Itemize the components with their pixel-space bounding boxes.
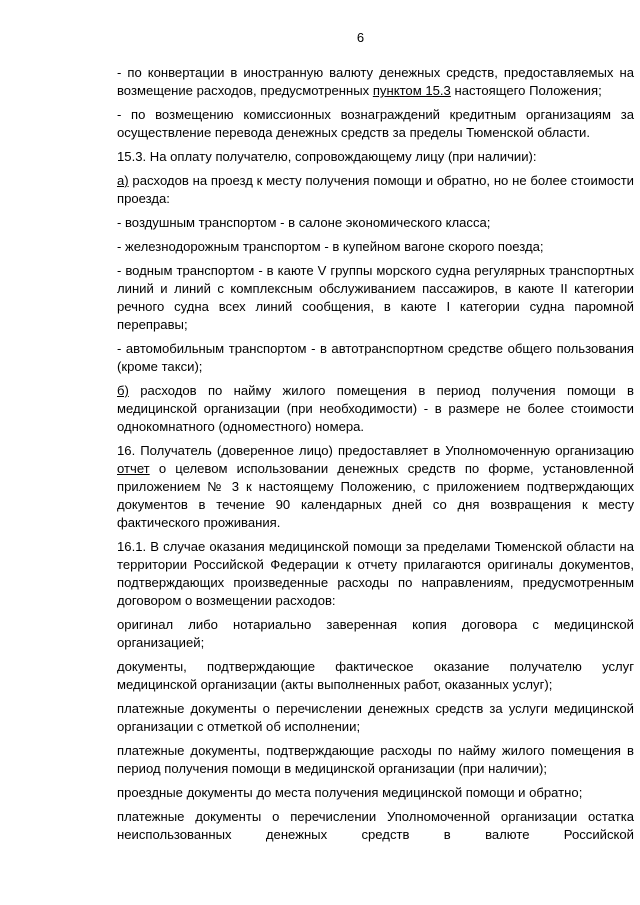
paragraph-refund-payment: платежные документы о перечислении Уполномоченной организации остатка неиспользованных денежных средств в валюте Российской xyxy=(117,809,634,842)
paragraph-payment-services: платежные документы о перечислении денежных средств за услуги медицинской организации с отметкой об исполнении; xyxy=(117,701,634,734)
paragraph-conversion xyxy=(87,64,634,100)
paragraph-air: - воздушным транспортом - в салоне экономического класса; xyxy=(117,215,491,230)
paragraph-contract-original: оригинал либо нотариально заверенная копия договора с медицинской организацией; xyxy=(117,617,634,650)
paragraph-text: 16. Получатель (доверенное лицо) предоставляет в Уполномоченную организацию xyxy=(117,443,634,458)
paragraph-payment-housing: платежные документы, подтверждающие расходы по найму жилого помещения в период получения помощи в медицинской организации (при наличии); xyxy=(117,743,634,776)
paragraph-text: расходов по найму жилого помещения в период получения помощи в медицинской организации (при необходимости) - в размере не более стоимости однокомнатного (одноместного) номера. xyxy=(117,383,634,434)
paragraph-travel-documents: проездные документы до места получения медицинской помощи и обратно; xyxy=(117,785,583,800)
paragraph-text: - по конвертации в иностранную валюту денежных средств, предоставляемых на возмещение расходов, предусмотренных xyxy=(117,65,634,98)
paragraph-housing xyxy=(87,382,634,436)
paragraph-service-documents: документы, подтверждающие фактическое оказание получателю услуг медицинской организации (акты выполненных работ, оказанных услуг); xyxy=(117,659,634,692)
paragraph-road: - автомобильным транспортом - в автотранспортном средстве общего пользования (кроме такси); xyxy=(117,341,634,374)
subclause-link-b[interactable]: б) xyxy=(117,383,129,398)
paragraph-16 xyxy=(87,442,634,532)
page-number: 6 xyxy=(356,30,365,45)
report-link[interactable]: отчет xyxy=(117,461,150,476)
paragraph-commission: - по возмещению комиссионных вознаграждений кредитным организациям за осуществление перевода денежных средств за пределы Тюменской области. xyxy=(117,107,634,140)
subclause-link-a[interactable]: а) xyxy=(117,173,129,188)
paragraph-15-3: 15.3. На оплату получателю, сопровождающему лицу (при наличии): xyxy=(117,149,537,164)
clause-link-15-3[interactable]: пунктом 15.3 xyxy=(372,83,451,98)
paragraph-16-1: 16.1. В случае оказания медицинской помощи за пределами Тюменской области на территории Российской Федерации к отчету прилагаются оригиналы документов, подтверждающих произведенные расходы по направлениям, предусмотренным договором о возмещении расходов: xyxy=(117,539,634,608)
paragraph-water: - водным транспортом - в каюте V группы морского судна регулярных транспортных линий и линий с комплексным обслуживанием пассажиров, в каюте II категории речного судна всех линий сообщения, в каюте I категории судна паромной переправы; xyxy=(117,263,634,332)
paragraph-text: о целевом использовании денежных средств по форме, установленной приложением № 3 к настоящему Положению, с приложением подтверждающих документов в течение 90 календарных дней со дня возвращения к месту фактического проживания. xyxy=(117,461,634,530)
paragraph-text: настоящего Положения; xyxy=(450,83,602,98)
paragraph-text: расходов на проезд к месту получения помощи и обратно, но не более стоимости проезда: xyxy=(117,173,634,206)
paragraph-rail: - железнодорожным транспортом - в купейном вагоне скорого поезда; xyxy=(117,239,544,254)
paragraph-travel-costs xyxy=(87,172,634,208)
